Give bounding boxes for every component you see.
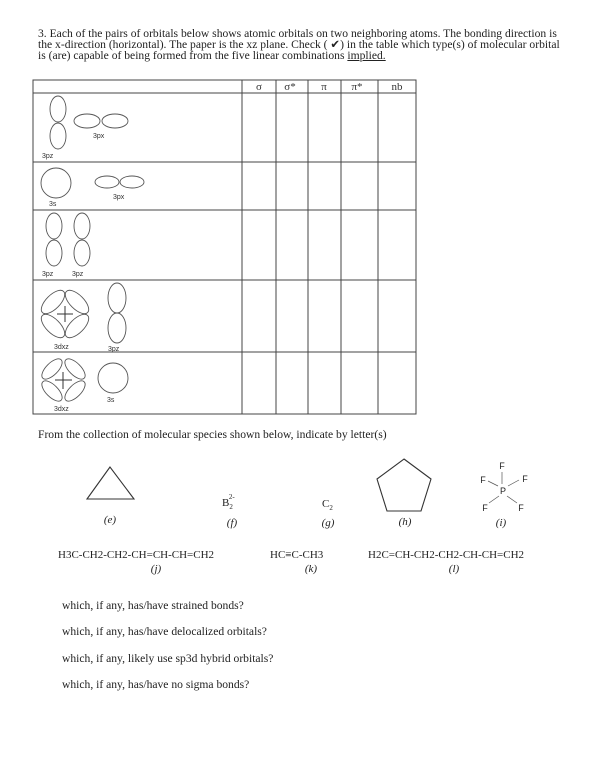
species-f-formula — [222, 493, 235, 511]
pf5-atom-p: P — [499, 486, 507, 496]
species-k-letter: (k) — [304, 563, 318, 575]
row-5-label-b: 3s — [107, 397, 115, 404]
intro-underlined: implied. — [347, 49, 386, 62]
cyclopropane-triangle-icon — [87, 467, 134, 499]
cyclopentane-pentagon-icon — [377, 459, 431, 511]
species-f-charge: 2- — [228, 493, 235, 501]
species-g-symbol: C — [322, 498, 330, 510]
species-l-letter: (l) — [448, 563, 460, 575]
species-k-formula: HC≡C-CH3 — [270, 549, 324, 561]
intro-text: 3. Each of the pairs of orbitals below shows atomic orbitals on two neighboring atoms. The bonding direction is the x-direction (horizontal). The paper is the xz plane. Check ( ✔) in the table which type(s) of molecular orbital is (are) capable of being formed from the five linear combinations — [38, 27, 560, 62]
row-4-label-a: 3dxz — [54, 344, 69, 351]
pf5-atom-left: F — [480, 475, 486, 485]
question-delocalized-orbitals: which, if any, has/have delocalized orbitals? — [62, 625, 267, 638]
row-3-label-a: 3pz — [42, 271, 54, 278]
header-nb: nb — [391, 81, 403, 93]
pf5-atom-bottom-left: F — [482, 503, 488, 513]
species-h-letter: (h) — [398, 516, 412, 528]
row-3-label-b: 3pz — [72, 271, 84, 278]
species-g-letter: (g) — [321, 517, 335, 529]
row-5-label-a: 3dxz — [54, 406, 69, 413]
question-strained-bonds: which, if any, has/have strained bonds? — [62, 599, 244, 612]
species-i-letter: (i) — [495, 517, 507, 529]
species-j-formula: H3C-CH2-CH2-CH=CH-CH=CH2 — [58, 549, 215, 561]
header-sigma: σ — [256, 81, 262, 93]
question-no-sigma-bonds: which, if any, has/have no sigma bonds? — [62, 678, 250, 691]
row-1-label-b: 3px — [93, 133, 105, 140]
header-pi: π — [321, 81, 327, 93]
species-prompt: From the collection of molecular species shown below, indicate by letter(s) — [38, 428, 387, 441]
species-e-letter: (e) — [103, 514, 117, 526]
row-1-label-a: 3pz — [42, 153, 54, 160]
header-sigma-star: σ* — [284, 81, 296, 93]
species-g-formula — [322, 498, 333, 512]
species-g-sub: 2 — [329, 504, 333, 512]
row-2-label-b: 3px — [113, 194, 125, 201]
species-f-sub: 2 — [229, 503, 233, 511]
species-f-symbol: B — [222, 497, 230, 509]
pf5-atom-bottom-right: F — [518, 503, 524, 513]
header-pi-star: π* — [351, 81, 363, 93]
row-4-label-b: 3pz — [108, 346, 120, 353]
species-l-formula: H2C=CH-CH2-CH2-CH-CH=CH2 — [368, 549, 525, 561]
row-2-label-a: 3s — [49, 201, 57, 208]
species-j-letter: (j) — [150, 563, 162, 575]
species-f-letter: (f) — [226, 517, 238, 529]
question-sp3d-hybrid: which, if any, likely use sp3d hybrid orbitals? — [62, 652, 274, 665]
pf5-atom-top: F — [499, 461, 505, 471]
pf5-atom-right: F — [522, 474, 528, 484]
pf5-structure — [480, 461, 528, 513]
